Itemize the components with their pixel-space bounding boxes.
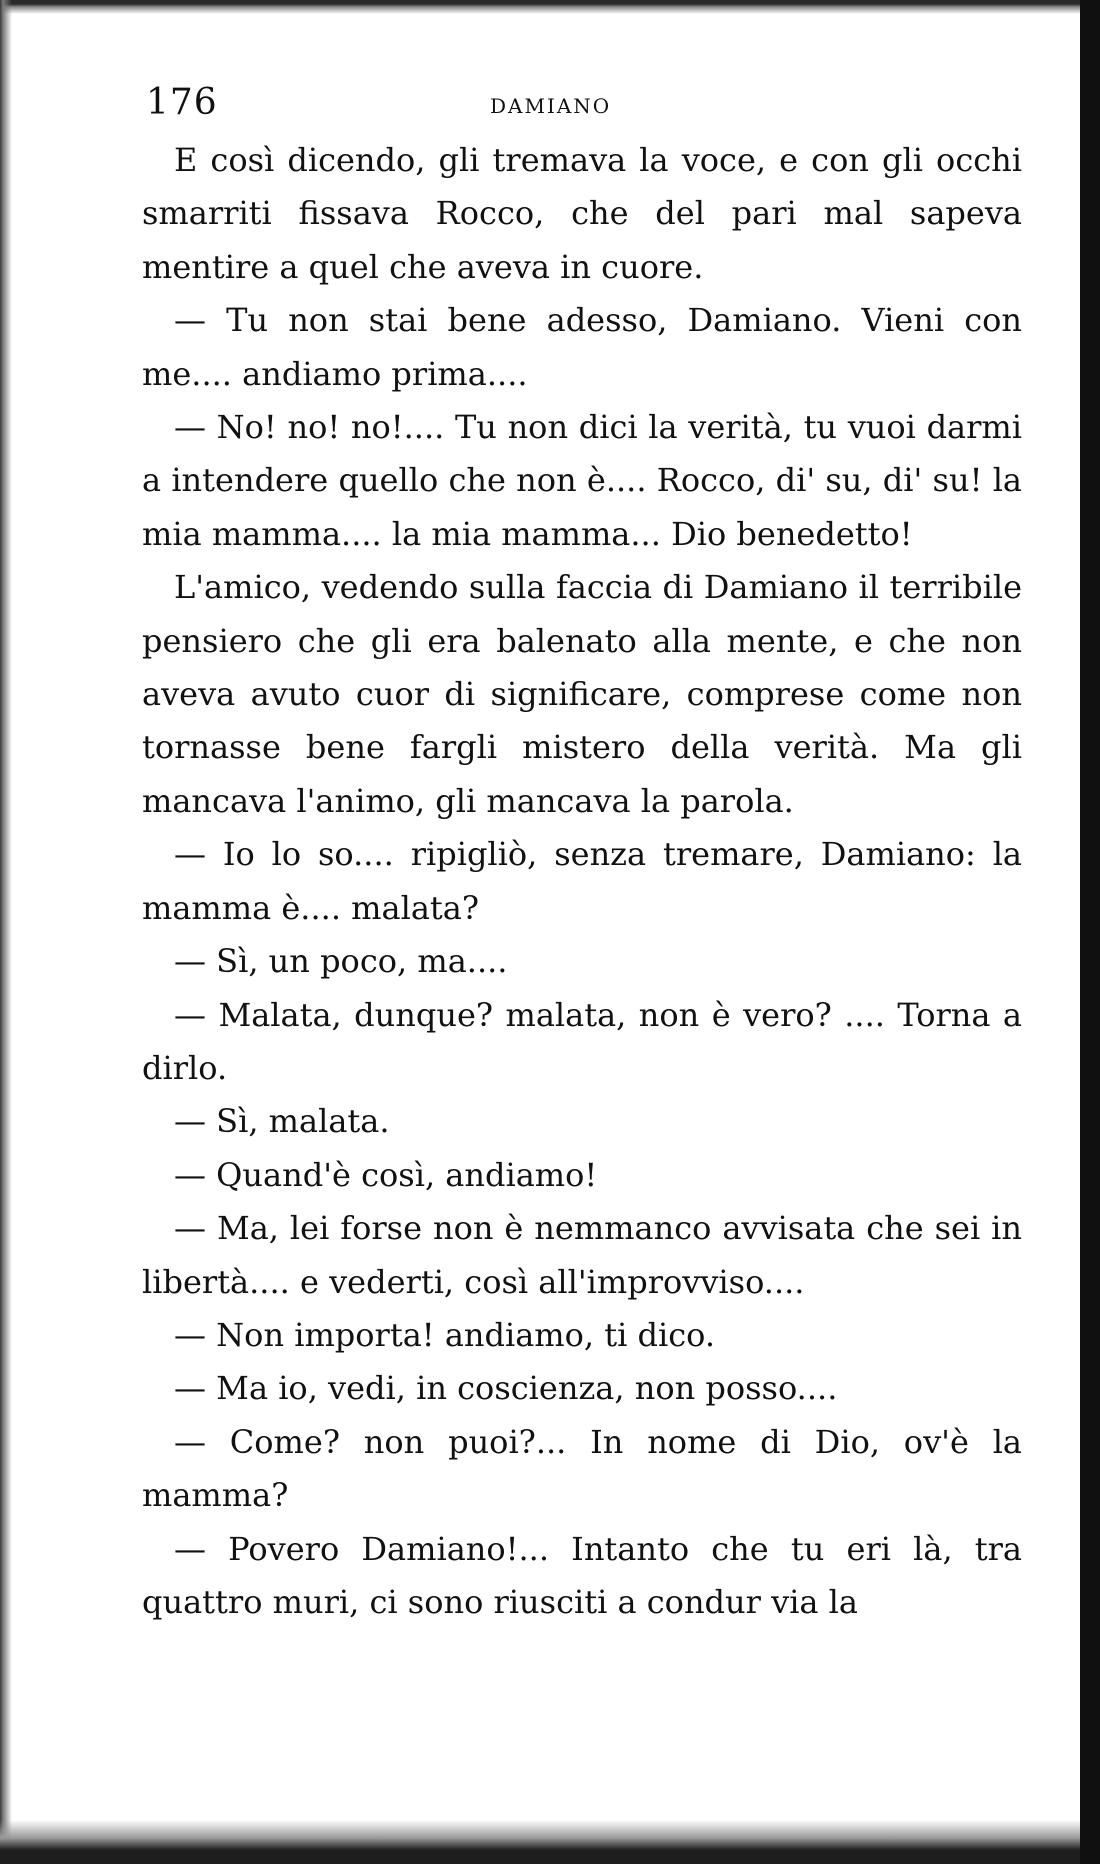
paragraph: — Tu non stai bene adesso, Damiano. Vieni con me.... andiamo prima.... [142, 301, 1022, 393]
paragraph: — Come? non puoi?... In nome di Dio, ov'è la mamma? [142, 1422, 1022, 1515]
scan-top-edge [0, 0, 1080, 14]
page-number: 176 [146, 82, 218, 123]
paragraph: — Ma, lei forse non è nemmanco avvisata che sei in libertà.... e vederti, così all'improvviso.... [142, 1209, 1022, 1301]
paragraph: — Quand'è così, andiamo! [174, 1155, 598, 1194]
paragraph: E così dicendo, gli tremava la voce, e con gli occhi smarriti fissava Rocco, che del pari mal sapeva mentire a quel che aveva in cuore. [142, 141, 1022, 286]
body-text [142, 134, 1022, 1629]
scan-right-border [1080, 0, 1100, 1864]
paragraph: — Malata, dunque? malata, non è vero? .... Torna a dirlo. [142, 995, 1022, 1087]
running-title: DAMIANO [490, 94, 612, 118]
page-header [146, 82, 1026, 128]
paragraph: — Io lo so.... ripigliò, senza tremare, Damiano: la mamma è.... malata? [142, 835, 1022, 927]
paragraph: L'amico, vedendo sulla faccia di Damiano il terribile pensiero che gli era balenato alla mente, e che non aveva avuto cuor di significare, comprese come non tornasse bene fargli mistero della verità. Ma gli mancava l'animo, gli mancava la parola. [142, 568, 1022, 820]
paragraph: — Sì, un poco, ma.... [174, 942, 508, 981]
paragraph: — No! no! no!.... Tu non dici la verità, tu vuoi darmi a intendere quello che non è.... Rocco, di' su, di' su! la mia mamma.... la mia mamma... Dio benedetto! [142, 408, 1022, 553]
scan-left-edge [0, 0, 12, 1864]
paragraph: — Non importa! andiamo, ti dico. [174, 1315, 716, 1354]
paragraph: — Povero Damiano!... Intanto che tu eri là, tra quattro muri, ci sono riusciti a condur via la [142, 1529, 1022, 1621]
paragraph: — Ma io, vedi, in coscienza, non posso.... [174, 1369, 838, 1408]
scan-bottom-edge [0, 1820, 1080, 1864]
paragraph: — Sì, malata. [174, 1102, 390, 1141]
